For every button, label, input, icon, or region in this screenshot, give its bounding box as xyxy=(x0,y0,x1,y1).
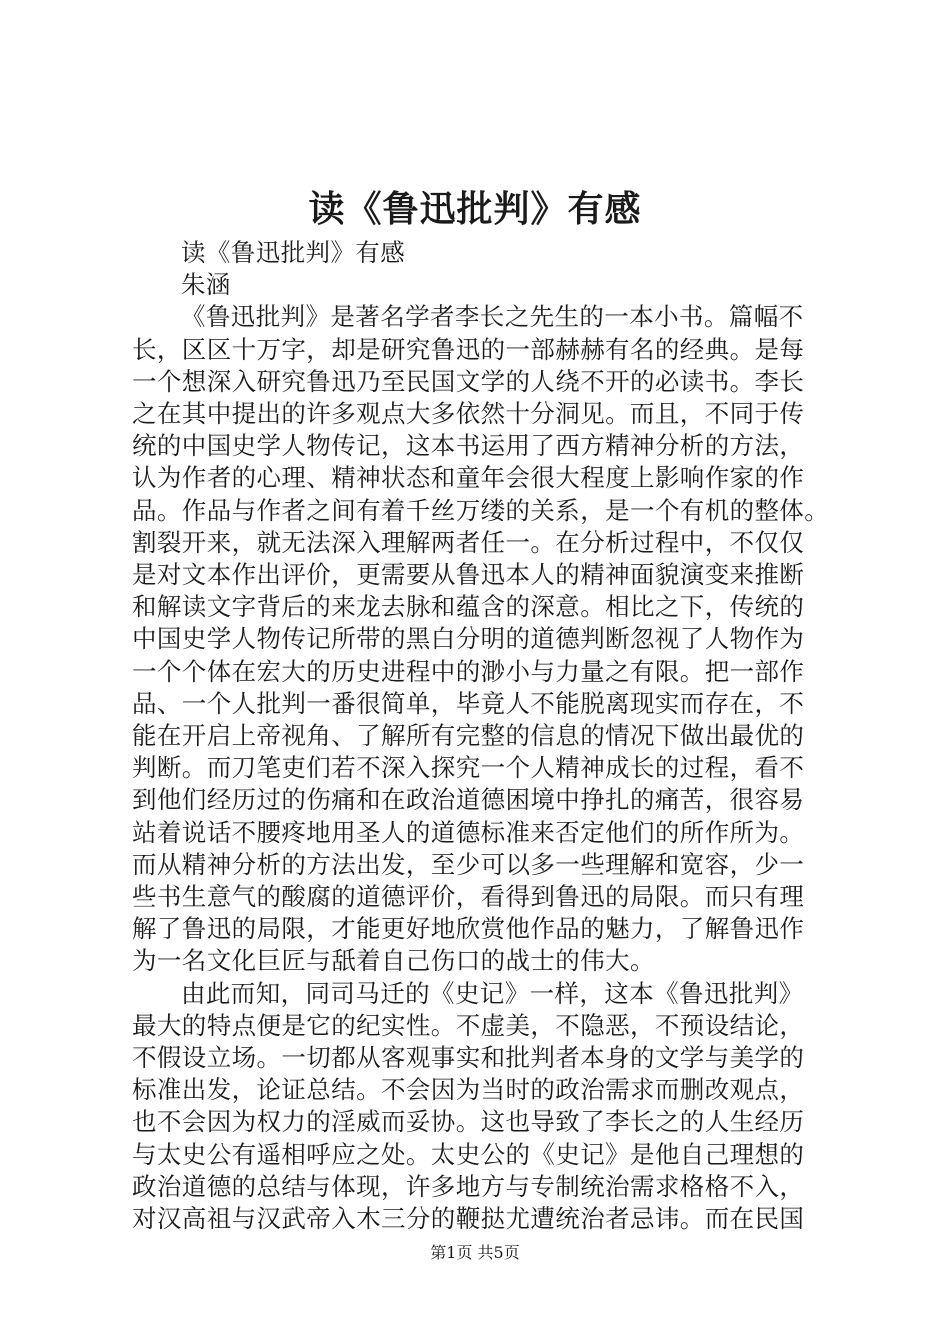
text-line: 解了鲁迅的局限，才能更好地欣赏他作品的魅力，了解鲁迅作 xyxy=(132,914,805,944)
text-line: 一个想深入研究鲁迅乃至民国文学的人绕不开的必读书。李长 xyxy=(132,366,805,396)
text-line: 标准出发，论证总结。不会因为当时的政治需求而删改观点， xyxy=(132,1075,805,1105)
text-line: 是对文本作出评价，更需要从鲁迅本人的精神面貌演变来推断 xyxy=(132,560,805,590)
text-line: 之在其中提出的许多观点大多依然十分洞见。而且，不同于传 xyxy=(132,399,805,429)
text-line: 站着说话不腰疼地用圣人的道德标准来否定他们的所作所为。 xyxy=(132,817,805,847)
text-line: 品。作品与作者之间有着千丝万缕的关系，是一个有机的整体。 xyxy=(132,495,830,525)
text-line: 中国史学人物传记所带的黑白分明的道德判断忽视了人物作为 xyxy=(132,624,805,654)
text-line: 为一名文化巨匠与舐着自己伤口的战士的伟大。 xyxy=(132,946,655,976)
text-line: 能在开启上帝视角、了解所有完整的信息的情况下做出最优的 xyxy=(132,721,805,751)
text-line: 一个个体在宏大的历史进程中的渺小与力量之有限。把一部作 xyxy=(132,656,805,686)
document-title: 读《鲁迅批判》有感 xyxy=(308,188,642,230)
text-line: 由此而知，同司马迁的《史记》一样，这本《鲁迅批判》 xyxy=(181,978,804,1008)
text-line: 也不会因为权力的淫威而妥协。这也导致了李长之的人生经历 xyxy=(132,1107,805,1137)
text-line: 《鲁迅批判》是著名学者李长之先生的一本小书。篇幅不 xyxy=(181,302,804,332)
text-line: 和解读文字背后的来龙去脉和蕴含的深意。相比之下，传统的 xyxy=(132,592,805,622)
text-line: 品、一个人批判一番很简单，毕竟人不能脱离现实而存在，不 xyxy=(132,688,805,718)
document-body xyxy=(132,237,832,1235)
text-line: 对汉高祖与汉武帝入木三分的鞭挞尤遭统治者忌讳。而在民国 xyxy=(132,1204,805,1234)
text-line: 读《鲁迅批判》有感 xyxy=(181,238,406,267)
text-line: 政治道德的总结与体现，许多地方与专制统治需求格格不入， xyxy=(132,1171,805,1201)
text-line: 些书生意气的酸腐的道德评价，看得到鲁迅的局限。而只有理 xyxy=(132,882,805,912)
text-line: 认为作者的心理、精神状态和童年会很大程度上影响作家的作 xyxy=(132,463,805,493)
text-line: 而从精神分析的方法出发，至少可以多一些理解和宽容，少一 xyxy=(132,849,805,879)
text-line: 不假设立场。一切都从客观事实和批判者本身的文学与美学的 xyxy=(132,1043,805,1073)
text-line: 朱涵 xyxy=(181,270,231,300)
text-line: 到他们经历过的伤痛和在政治道德困境中挣扎的痛苦，很容易 xyxy=(132,785,805,815)
text-line: 割裂开来，就无法深入理解两者任一。在分析过程中，不仅仅 xyxy=(132,527,805,557)
text-line: 与太史公有遥相呼应之处。太史公的《史记》是他自己理想的 xyxy=(132,1139,805,1169)
page-footer: 第1页 共5页 xyxy=(430,1243,520,1262)
text-line: 统的中国史学人物传记，这本书运用了西方精神分析的方法， xyxy=(132,431,805,461)
text-line: 判断。而刀笔吏们若不深入探究一个人精神成长的过程，看不 xyxy=(132,753,805,783)
text-line: 最大的特点便是它的纪实性。不虚美，不隐恶，不预设结论， xyxy=(132,1010,805,1040)
text-line: 长，区区十万字，却是研究鲁迅的一部赫赫有名的经典。是每 xyxy=(132,334,805,364)
